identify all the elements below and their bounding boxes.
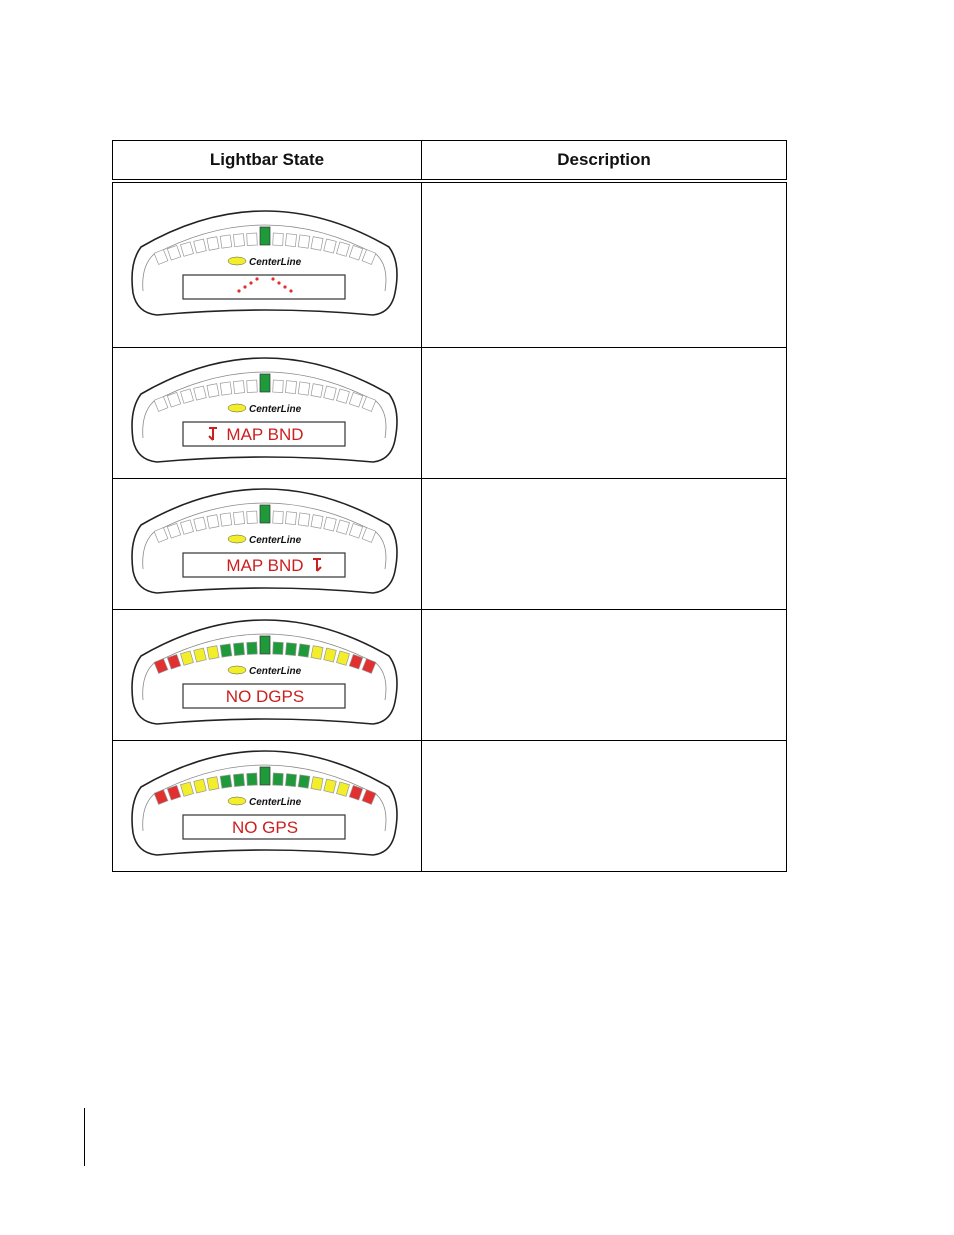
led-segment xyxy=(311,515,323,529)
brand-logo-icon xyxy=(228,257,246,265)
steering-dot xyxy=(249,281,252,284)
description-cell xyxy=(422,610,787,741)
lightbar-image xyxy=(113,741,422,871)
steering-dot xyxy=(277,281,280,284)
led-segment xyxy=(247,773,258,785)
led-segment xyxy=(311,384,323,398)
steering-dot xyxy=(243,285,246,288)
led-segment xyxy=(247,511,258,523)
led-segment xyxy=(233,774,244,787)
brand-name: CenterLine xyxy=(249,535,302,546)
led-segment xyxy=(207,777,219,791)
led-segment xyxy=(233,643,244,656)
brand-name: CenterLine xyxy=(249,797,302,808)
led-segment xyxy=(207,646,219,660)
led-segment xyxy=(220,382,232,395)
lightbar-image xyxy=(113,348,422,478)
lightbar-device xyxy=(132,620,397,724)
led-segment xyxy=(233,512,244,525)
led-segment xyxy=(247,380,258,392)
lightbar-device xyxy=(132,489,397,593)
center-led xyxy=(260,227,270,245)
led-segment xyxy=(311,646,323,660)
lightbar-image xyxy=(113,183,422,347)
brand-name: CenterLine xyxy=(249,666,302,677)
center-led xyxy=(260,505,270,523)
led-segment xyxy=(311,777,323,791)
lcd-text: MAP BND xyxy=(226,556,304,575)
led-segment xyxy=(285,512,296,525)
steering-dot xyxy=(289,289,292,292)
description-cell xyxy=(422,348,787,479)
led-segment xyxy=(220,513,232,526)
led-segment xyxy=(273,233,284,245)
header-lightbar-state: Lightbar State xyxy=(113,141,422,182)
lightbar-device xyxy=(132,211,397,315)
lcd-text: NO DGPS xyxy=(225,687,305,706)
brand-logo-icon xyxy=(228,404,246,412)
center-led xyxy=(260,374,270,392)
table-row xyxy=(113,348,787,479)
led-segment xyxy=(298,382,310,395)
lightbar-image-cell xyxy=(113,479,422,610)
steering-dot xyxy=(271,277,274,280)
led-segment xyxy=(298,513,310,526)
led-segment xyxy=(298,775,310,788)
lcd-window xyxy=(183,275,345,299)
steering-dot xyxy=(237,289,240,292)
led-segment xyxy=(273,511,284,523)
table-row xyxy=(113,610,787,741)
table-row xyxy=(113,181,787,348)
led-segment xyxy=(233,234,244,247)
led-segment xyxy=(220,775,232,788)
led-segment xyxy=(233,381,244,394)
lightbar-device xyxy=(132,358,397,462)
lightbar-image xyxy=(113,610,422,740)
brand-name: CenterLine xyxy=(249,257,302,268)
lightbar-image-cell xyxy=(113,610,422,741)
led-segment xyxy=(285,381,296,394)
lightbar-image-cell xyxy=(113,348,422,479)
steering-dot xyxy=(283,285,286,288)
lightbar-image xyxy=(113,479,422,609)
lcd-text: MAP BND xyxy=(226,425,304,444)
brand-logo-icon xyxy=(228,666,246,674)
led-segment xyxy=(220,644,232,657)
led-segment xyxy=(247,233,258,245)
led-segment xyxy=(285,774,296,787)
header-description: Description xyxy=(422,141,787,182)
led-segment xyxy=(285,234,296,247)
table-row xyxy=(113,479,787,610)
led-segment xyxy=(207,384,219,398)
lcd-text: NO GPS xyxy=(231,818,299,837)
led-segment xyxy=(285,643,296,656)
led-segment xyxy=(247,642,258,654)
lightbar-image-cell xyxy=(113,181,422,348)
led-segment xyxy=(207,237,219,251)
led-segment xyxy=(311,237,323,251)
led-segment xyxy=(220,235,232,248)
table-row xyxy=(113,741,787,872)
lightbar-device xyxy=(132,751,397,855)
margin-rule xyxy=(84,1108,85,1166)
steering-dot xyxy=(255,277,258,280)
description-cell xyxy=(422,479,787,610)
led-segment xyxy=(298,644,310,657)
led-segment xyxy=(298,235,310,248)
led-segment xyxy=(273,642,284,654)
brand-name: CenterLine xyxy=(249,404,302,415)
led-segment xyxy=(273,380,284,392)
description-cell xyxy=(422,741,787,872)
lightbar-image-cell xyxy=(113,741,422,872)
lightbar-state-table xyxy=(112,140,787,872)
description-cell xyxy=(422,181,787,348)
brand-logo-icon xyxy=(228,535,246,543)
led-segment xyxy=(273,773,284,785)
led-segment xyxy=(207,515,219,529)
center-led xyxy=(260,636,270,654)
center-led xyxy=(260,767,270,785)
brand-logo-icon xyxy=(228,797,246,805)
